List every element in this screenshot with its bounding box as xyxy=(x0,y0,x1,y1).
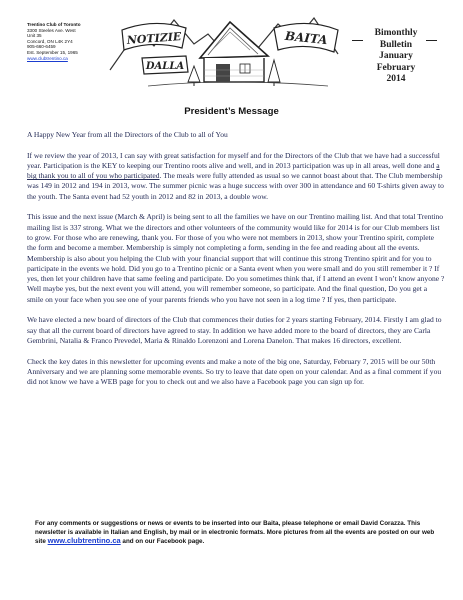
bulletin-month-2: February xyxy=(376,62,416,73)
membership-paragraph: This issue and the next issue (March & April) is being sent to all the families we have on our Trentino mailing list. And that total Trentino mailing list is 337 strong. What we the directors and other volunteers of the community would like for 2014 is for our Club members list to grow. For those who are renewing, thank you. For those of you who were not members in 2013, show your Trentino spirit, complete the form and become a member. Membership is simply not completing a form, sending in the fee and reading about all the events. Membership is also about you helping the Club with your financial support that will continue this strong Trentino spirit and for you to participate in the events we hold. Did you go to a Trentino picnic or a Santa event when you were small and do you still remember it ? If yes, then let your children have that same feeling and participate. Do you sometimes think that, if I attend an event I won’t know anyone ? Well maybe yes, but the next event you will attend, you will remember someone, so participate. And the final question, Do you get a smile on your face when you see one of your parents friends who you have not seen in a log time ? If yes, then participate. xyxy=(27,212,445,304)
board-paragraph: We have elected a new board of directors of the Club that commences their duties for 2 years starting February, 2014. Firstly I am glad to say that all the current board of directors have agreed to stay. In addition we have added more to the board of directors, they are Carla Gembrini, Natalia & Franco Prevedel, Maria & Rinaldo Lorenzoni and Lorena Danelon. That makes 16 directors, excellent. xyxy=(27,315,442,345)
thank-you-underlined: a big thank you to all of you who participated xyxy=(27,160,440,181)
website-link[interactable]: www.clubtrentino.ca xyxy=(27,55,68,61)
year-review-text-b: . The meals were fully attended as usual so we cannot boast about that. The Club membership was 149 in 2012 and 194 in 2013, wow. The summer picnic was a huge success with over 300 in attendance and 60 T-shirts given away to the youth. The Santa event had 52 youth in 2012 and 82 in 2013, a double wow. xyxy=(27,171,444,201)
year-review-text-a: If we review the year of 2013, I can say with great satisfaction for myself and for the Directors of the Club that we have had a successful year. Participation is the KEY to keeping our Trentino roots alive and well, and in 2013 participation was up in all areas, well done and xyxy=(27,150,440,170)
logo-text-dalla: DALLA xyxy=(145,61,185,72)
bulletin-type-line2: Bulletin xyxy=(379,39,413,50)
message-body xyxy=(27,130,445,398)
club-address-block xyxy=(27,22,109,61)
footer-note xyxy=(35,520,445,547)
club-name: Trentino Club of Toronto xyxy=(27,22,81,27)
cabin-drawing xyxy=(200,22,268,82)
year-review-paragraph xyxy=(27,151,445,202)
address-city: Concord, ON L4K 2Y4 xyxy=(27,38,73,44)
logo-text-baita: BAITA xyxy=(284,28,329,48)
logo-text-notizie: NOTIZIE xyxy=(126,30,182,47)
address-street: 3300 Steeles Ave. West xyxy=(27,27,76,33)
bulletin-year: 2014 xyxy=(386,74,406,84)
greeting-paragraph: A Happy New Year from all the Directors of the Club to all of You xyxy=(27,130,228,139)
page-title: President’s Message xyxy=(184,106,279,117)
bulletin-month-1: January xyxy=(379,51,413,61)
bulletin-type-line1: Bimonthly xyxy=(374,28,418,38)
address-unit: Unit 35 xyxy=(27,33,42,39)
footer-text-b: and on our Facebook page. xyxy=(120,538,205,546)
key-dates-paragraph: Check the key dates in this newsletter for upcoming events and make a note of the big one, Saturday, February 7, 2015 will be our 50th Anniversary and we are planning some memorable events. So try to leave that date open on your calendar. And as a final comment if you did not know we have a WEB page for you to check out and we also have a Facebook page you can sign up for. xyxy=(27,356,442,387)
footer-text-a: For any comments or suggestions or news or events to be inserted into our Baita, please telephone or email David Corazza. This newsletter is available in Italian and English, by mail or in electronic formats. More pictures from all the events are posted on our web site xyxy=(35,520,435,546)
bulletin-info xyxy=(356,28,436,86)
phone-number: 905-660-6459 xyxy=(27,44,56,50)
notizie-dalla-baita-logo xyxy=(108,8,340,90)
footer-website-link[interactable]: www.clubtrentino.ca xyxy=(47,536,121,546)
established-date: Est. September 15, 1965 xyxy=(27,49,78,55)
